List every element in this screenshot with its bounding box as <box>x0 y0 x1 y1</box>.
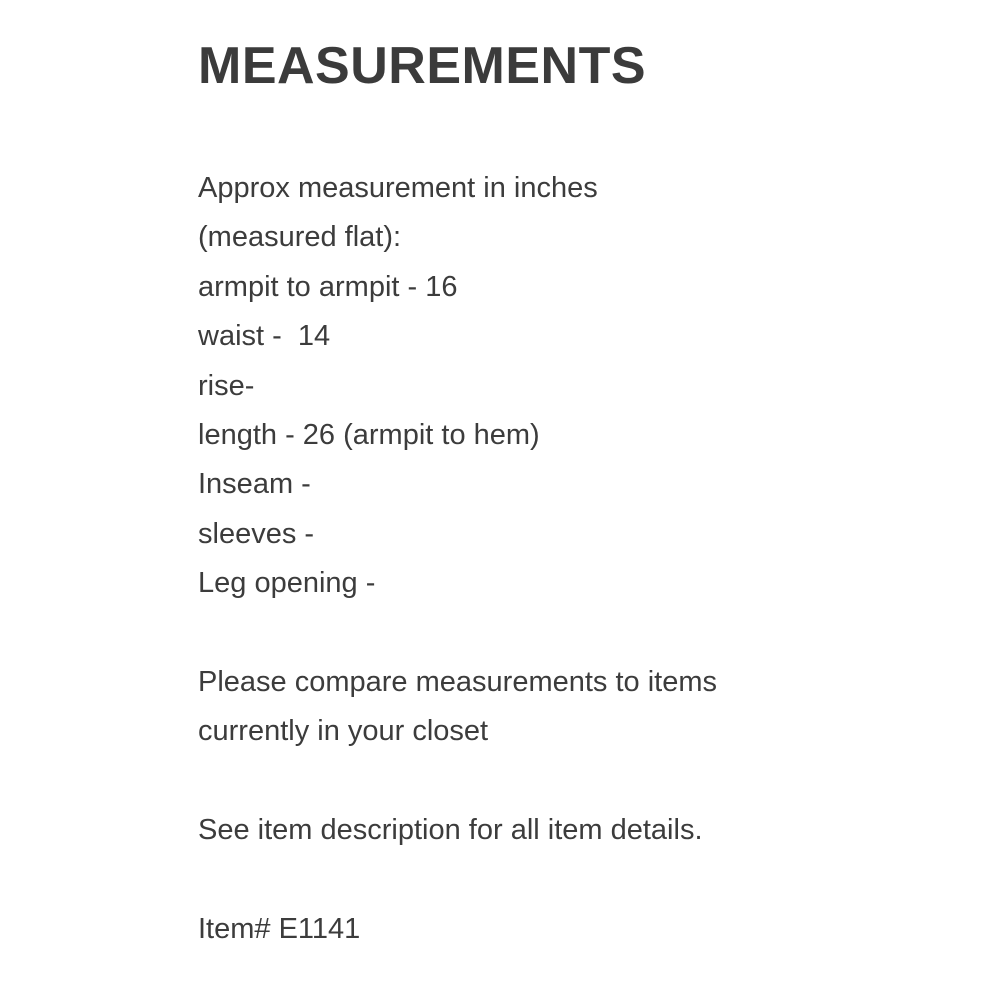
intro-line-1: Approx measurement in inches <box>198 172 598 204</box>
compare-note-line-1: Please compare measurements to items <box>198 665 717 698</box>
measurement-length: length - 26 (armpit to hem) <box>198 418 540 451</box>
intro-line-2: (measured flat): <box>198 221 402 254</box>
spacer <box>198 757 717 806</box>
spacer <box>198 609 717 658</box>
compare-note-line-2: currently in your closet <box>198 715 489 748</box>
measurement-sleeves: sleeves - <box>198 517 315 550</box>
measurement-armpit-to-armpit: armpit to armpit - 16 <box>198 270 458 303</box>
description-note: See item description for all item details. <box>198 814 703 847</box>
measurement-waist: waist - 14 <box>198 320 331 353</box>
measurement-inseam: Inseam - <box>198 468 311 501</box>
measurements-sheet <box>198 0 958 983</box>
item-number: Item# E1141 <box>198 912 361 945</box>
measurement-rise: rise- <box>198 369 255 402</box>
page-title: MEASUREMENTS <box>198 37 647 95</box>
measurement-leg-opening: Leg opening - <box>198 567 376 600</box>
measurements-body <box>198 164 717 954</box>
spacer <box>198 855 717 904</box>
